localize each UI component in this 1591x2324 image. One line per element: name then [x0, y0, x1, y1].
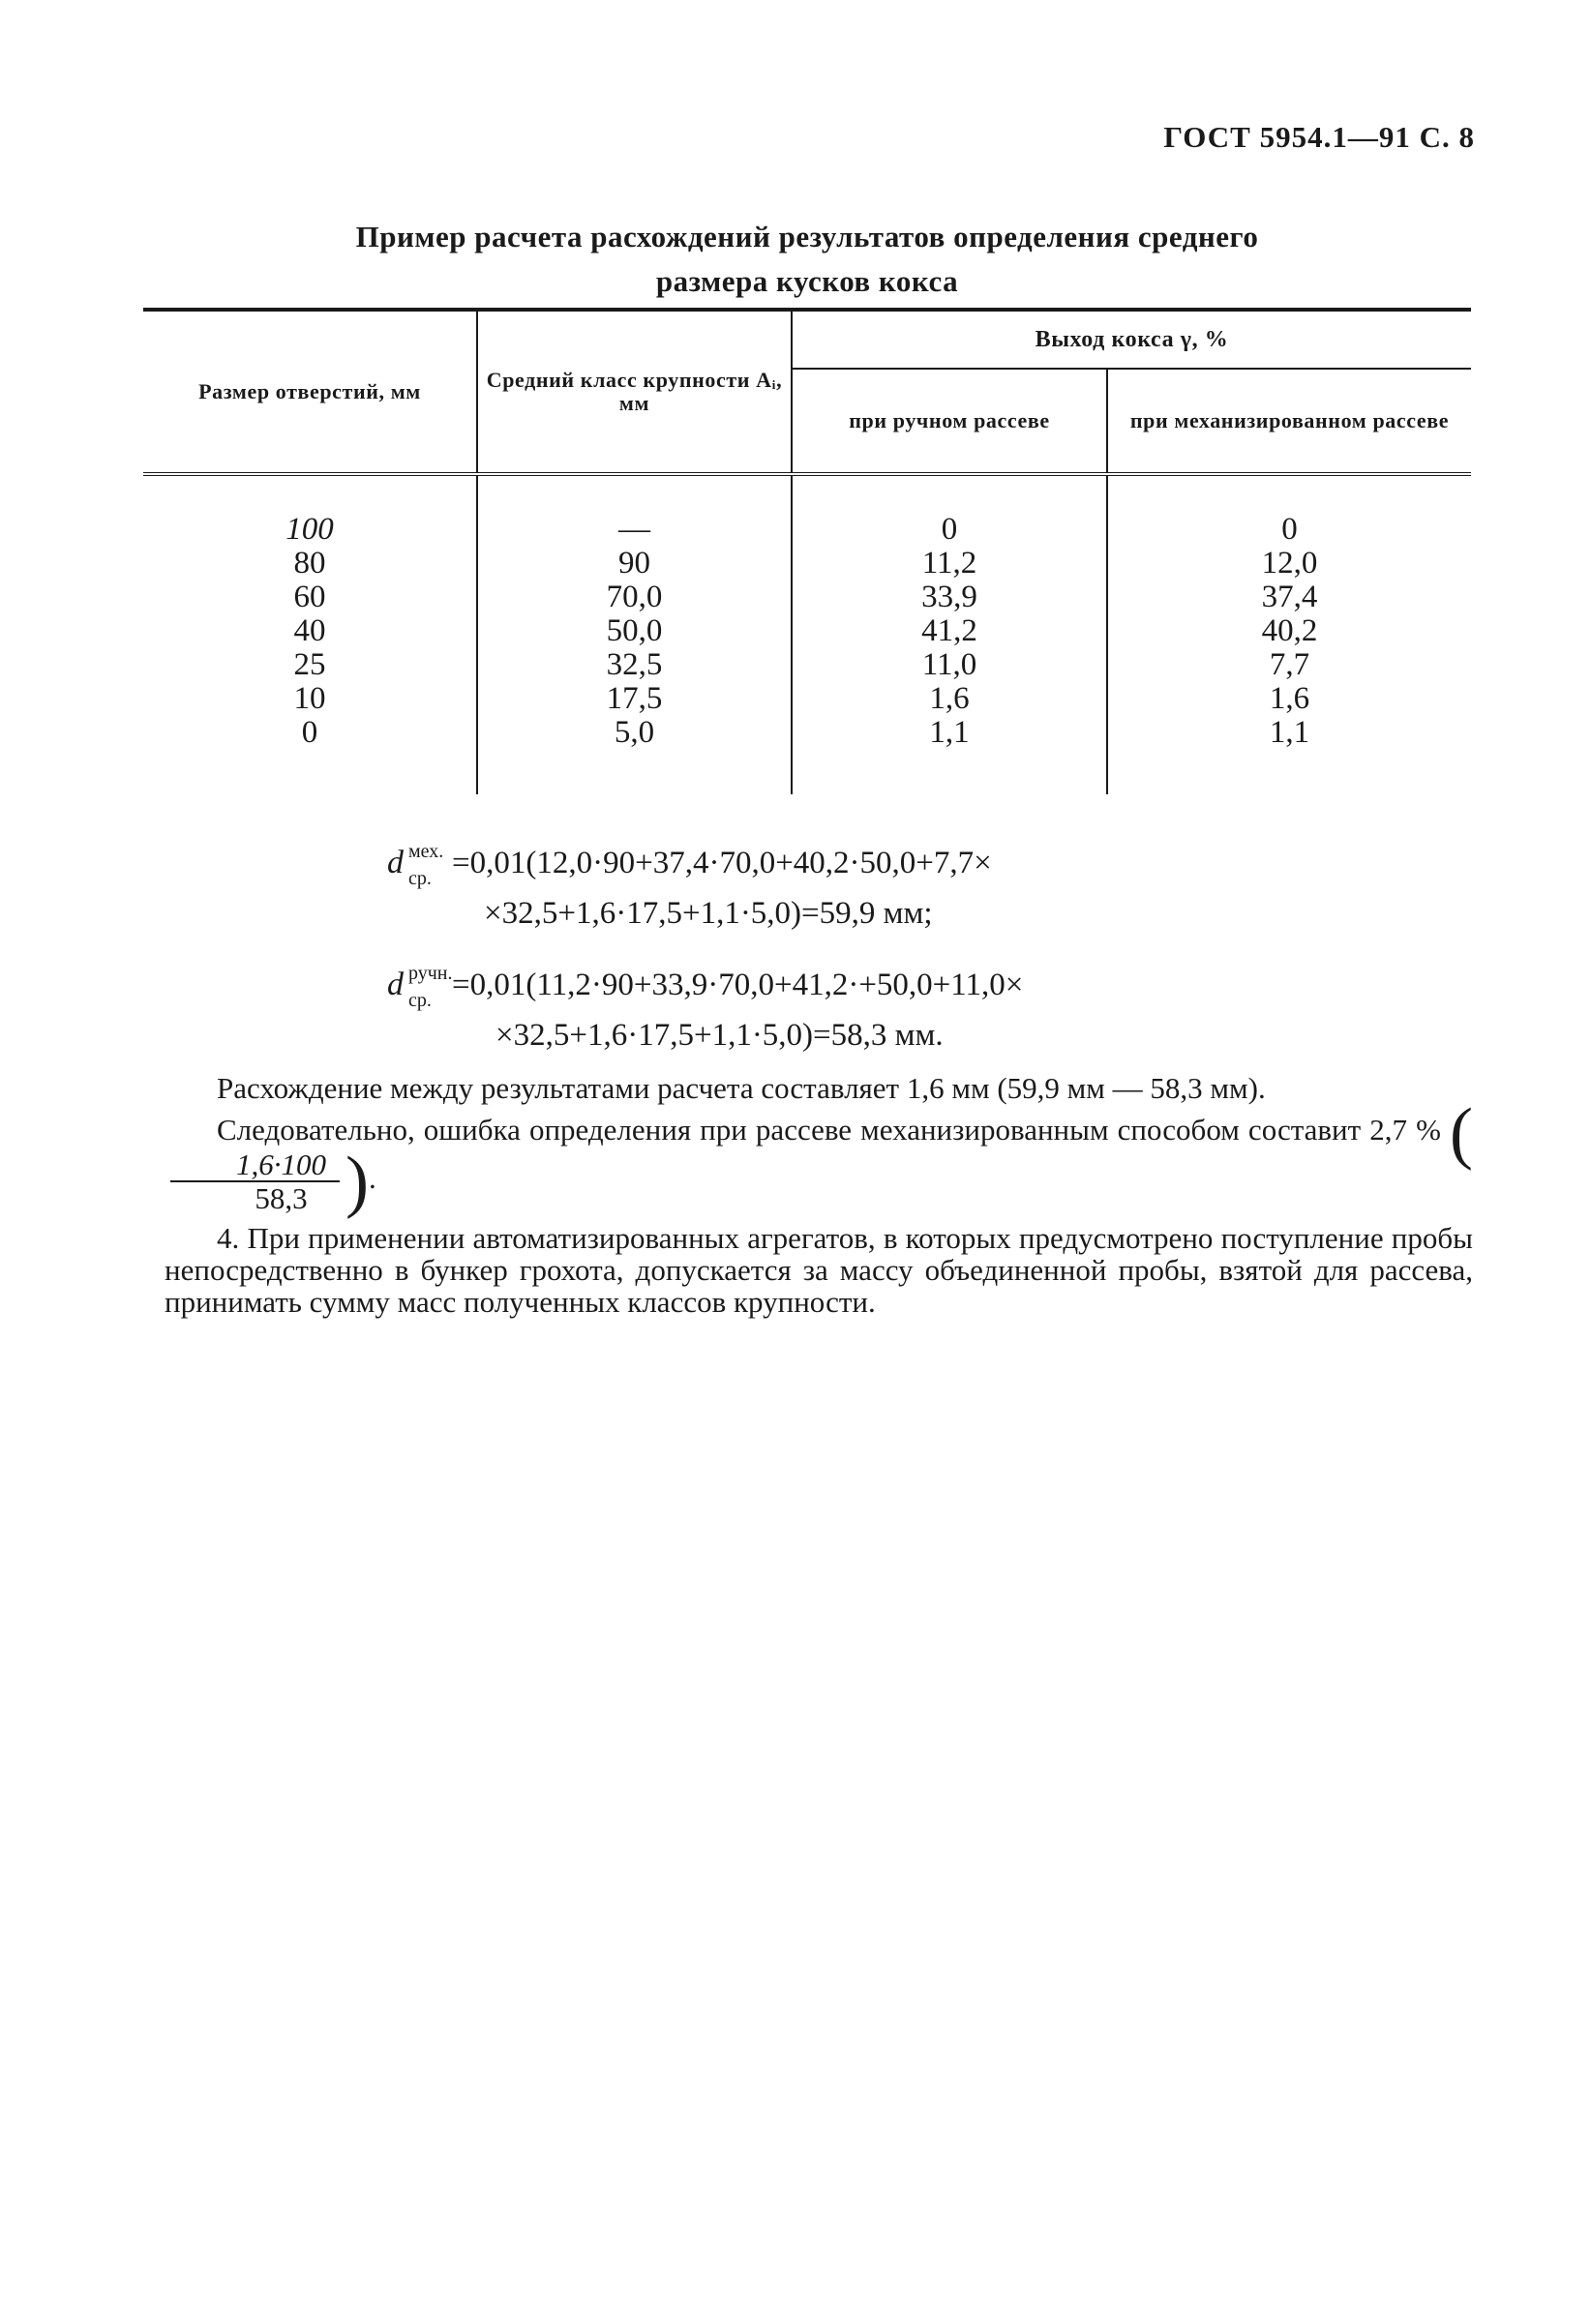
cell-mean-class: 90	[477, 547, 792, 581]
body-text	[165, 1072, 1473, 1318]
cell-mechanized: 1,1	[1107, 716, 1471, 794]
formula-mech-line2: ×32,5+1,6·17,5+1,1·5,0)=59,9 мм;	[484, 896, 933, 931]
cell-mechanized: 7,7	[1107, 648, 1471, 682]
cell-mean-class: 50,0	[477, 614, 792, 648]
cell-mechanized: 1,6	[1107, 682, 1471, 716]
cell-mean-class: 70,0	[477, 581, 792, 614]
cell-manual: 41,2	[792, 614, 1107, 648]
cell-mechanized: 37,4	[1107, 581, 1471, 614]
cell-mechanized: 40,2	[1107, 614, 1471, 648]
page-header: ГОСТ 5954.1—91 С. 8	[1163, 120, 1475, 154]
table-row	[143, 581, 1471, 614]
cell-hole-size: 10	[293, 681, 326, 716]
cell-manual: 1,6	[792, 682, 1107, 716]
header-mean-class: Средний класс крупности Aᵢ, мм	[477, 310, 792, 474]
formula-symbol: d ручн. ср.	[387, 963, 453, 1011]
table-title	[143, 215, 1471, 304]
cell-mechanized: 0	[1107, 474, 1471, 547]
table-row	[143, 716, 1471, 794]
cell-mean-class: 17,5	[477, 682, 792, 716]
cell-hole-size: 25	[293, 647, 326, 682]
cell-mean-class: 5,0	[477, 716, 792, 794]
cell-hole-size: 40	[293, 613, 326, 648]
cell-manual: 11,0	[792, 648, 1107, 682]
paragraph-item-4: 4. При применении автоматизированных агрегатов, в которых предусмотрено поступление пробы непосредственно в бункер грохота, допускается за массу объединенной пробы, взятой для рассева, принимать сумму масс полученных классов крупности.	[165, 1221, 1473, 1320]
header-hole-size: Размер отверстий, мм	[143, 310, 477, 474]
paragraph-error: Следовательно, ошибка определения при рассеве механизированным способом составит 2,7 % ( $\frac{1,6\cdot 100}{58,3}$ ).	[165, 1114, 1473, 1214]
cell-hole-size: 100	[285, 512, 334, 547]
table-row	[143, 547, 1471, 581]
cell-hole-size: 0	[301, 715, 318, 750]
table-row	[143, 474, 1471, 547]
table-title-line: Пример расчета расхождений результатов определения среднего	[355, 220, 1259, 253]
formula-manual-line1: d ручн. ср. =0,01(11,2·90+33,9·70,0+41,2·+50,0+11,0×	[387, 960, 1023, 1010]
formula-block	[387, 838, 1023, 1060]
cell-manual: 0	[792, 474, 1107, 547]
cell-hole-size: 60	[293, 580, 326, 614]
table-row	[143, 682, 1471, 716]
formula-symbol: d мех. ср.	[387, 841, 444, 889]
header-manual-sieving: при ручном рассеве	[792, 369, 1107, 474]
cell-mechanized: 12,0	[1107, 547, 1471, 581]
header-coke-yield: Выход кокса γ, %	[792, 310, 1471, 369]
table-body	[143, 474, 1471, 794]
header-mechanized-sieving: при механизированном рассеве	[1107, 369, 1471, 474]
cell-mean-class: 32,5	[477, 648, 792, 682]
table-row	[143, 648, 1471, 682]
formula-mech-line1: d мех. ср. =0,01(12,0·90+37,4·70,0+40,2·50,0+7,7×	[387, 838, 1023, 888]
cell-hole-size: 80	[293, 546, 326, 581]
paragraph-discrepancy: Расхождение между результатами расчета составляет 1,6 мм (59,9 мм — 58,3 мм).	[217, 1071, 1266, 1105]
formula-manual-line2: ×32,5+1,6·17,5+1,1·5,0)=58,3 мм.	[495, 1018, 944, 1053]
table-row	[143, 614, 1471, 648]
cell-mean-class: —	[477, 474, 792, 547]
fraction: $\frac{1,6\cdot 100}{58,3}$	[170, 1148, 340, 1214]
coke-yield-table	[143, 308, 1471, 794]
cell-manual: 33,9	[792, 581, 1107, 614]
cell-manual: 11,2	[792, 547, 1107, 581]
cell-manual: 1,1	[792, 716, 1107, 794]
table-title-line: размера кусков кокса	[655, 264, 959, 298]
